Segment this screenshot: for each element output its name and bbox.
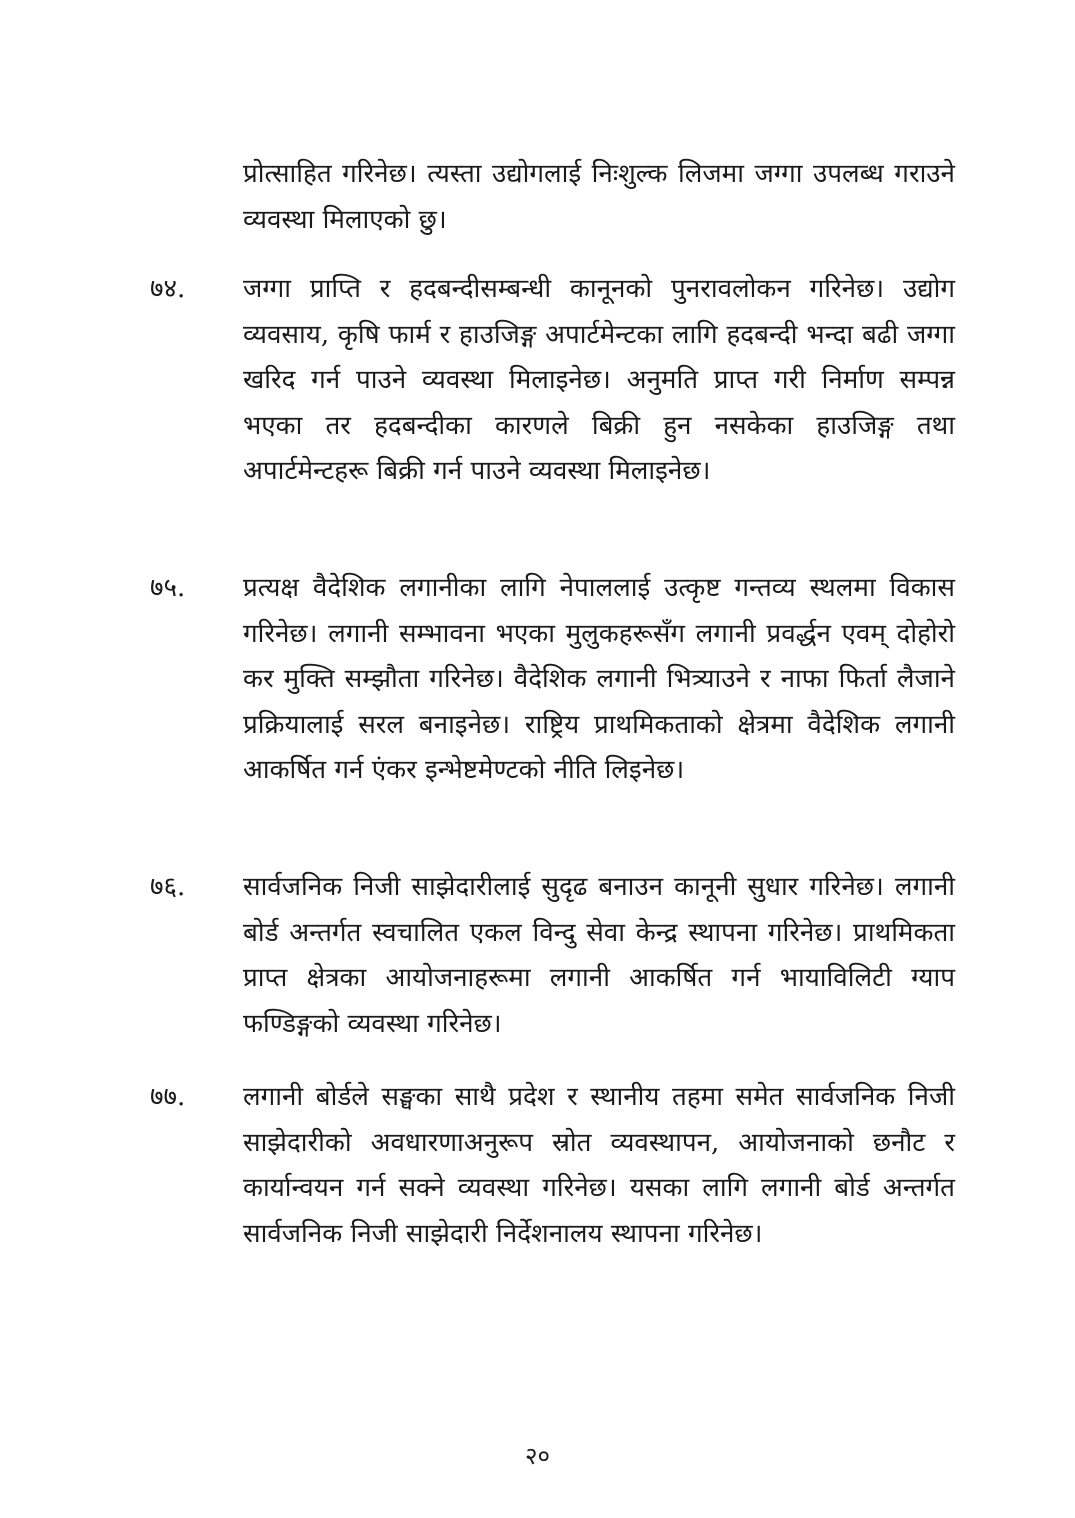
paragraph-75: प्रत्यक्ष वैदेशिक लगानीका लागि नेपाललाई उत्कृष्ट गन्तव्य स्थलमा विकास गरिनेछ। लगानी सम्भावना भएका मुलुकहरूसँग लगानी प्रवर्द्धन एवम् दोहोरो कर मुक्ति सम्झौता गरिनेछ। वैदेशिक लगानी भित्र्याउने र नाफा फिर्ता लैजाने प्रक्रियालाई सरल बनाइनेछ। राष्ट्रिय प्राथमिकताको क्षेत्रमा वैदेशिक लगानी आकर्षित गर्न एंकर इन्भेष्टमेण्टको नीति लिइनेछ।	[243, 573, 955, 785]
page-number: २०	[525, 1442, 550, 1470]
paragraph-74: जग्गा प्राप्ति र हदबन्दीसम्बन्धी कानूनको पुनरावलोकन गरिनेछ। उद्योग व्यवसाय, कृषि फार्म र हाउजिङ्ग अपार्टमेन्टका लागि हदबन्दी भन्दा बढी जग्गा खरिद गर्न पाउने व्यवस्था मिलाइनेछ। अनुमति प्राप्त गरी निर्माण सम्पन्न भएका तर हदबन्दीका कारणले बिक्री हुन नसकेका हाउजिङ्ग तथा अपार्टमेन्टहरू बिक्री गर्न पाउने व्यवस्था मिलाइनेछ।	[243, 274, 955, 486]
paragraph-77: लगानी बोर्डले सङ्घका साथै प्रदेश र स्थानीय तहमा समेत सार्वजनिक निजी साझेदारीको अवधारणाअनुरूप स्रोत व्यवस्थापन, आयोजनाको छनौट र कार्यान्वयन गर्न सक्ने व्यवस्था गरिनेछ। यसका लागि लगानी बोर्ड अन्तर्गत सार्वजनिक निजी साझेदारी निर्देशनालय स्थापना गरिनेछ।	[243, 1082, 955, 1249]
continuation-paragraph: प्रोत्साहित गरिनेछ। त्यस्ता उद्योगलाई निःशुल्क लिजमा जग्गा उपलब्ध गराउने व्यवस्था मिलाएको छु।	[243, 159, 955, 235]
paragraph-number-77: ७७.	[150, 1082, 186, 1112]
paragraph-number-76: ७६.	[150, 872, 186, 902]
paragraph-number-75: ७५.	[150, 573, 186, 603]
paragraph-76: सार्वजनिक निजी साझेदारीलाई सुदृढ बनाउन कानूनी सुधार गरिनेछ। लगानी बोर्ड अन्तर्गत स्वचालित एकल विन्दु सेवा केन्द्र स्थापना गरिनेछ। प्राथमिकता प्राप्त क्षेत्रका आयोजनाहरूमा लगानी आकर्षित गर्न भायाविलिटी ग्याप फण्डिङ्गको व्यवस्था गरिनेछ।	[243, 872, 955, 1039]
paragraph-number-74: ७४.	[150, 274, 186, 304]
